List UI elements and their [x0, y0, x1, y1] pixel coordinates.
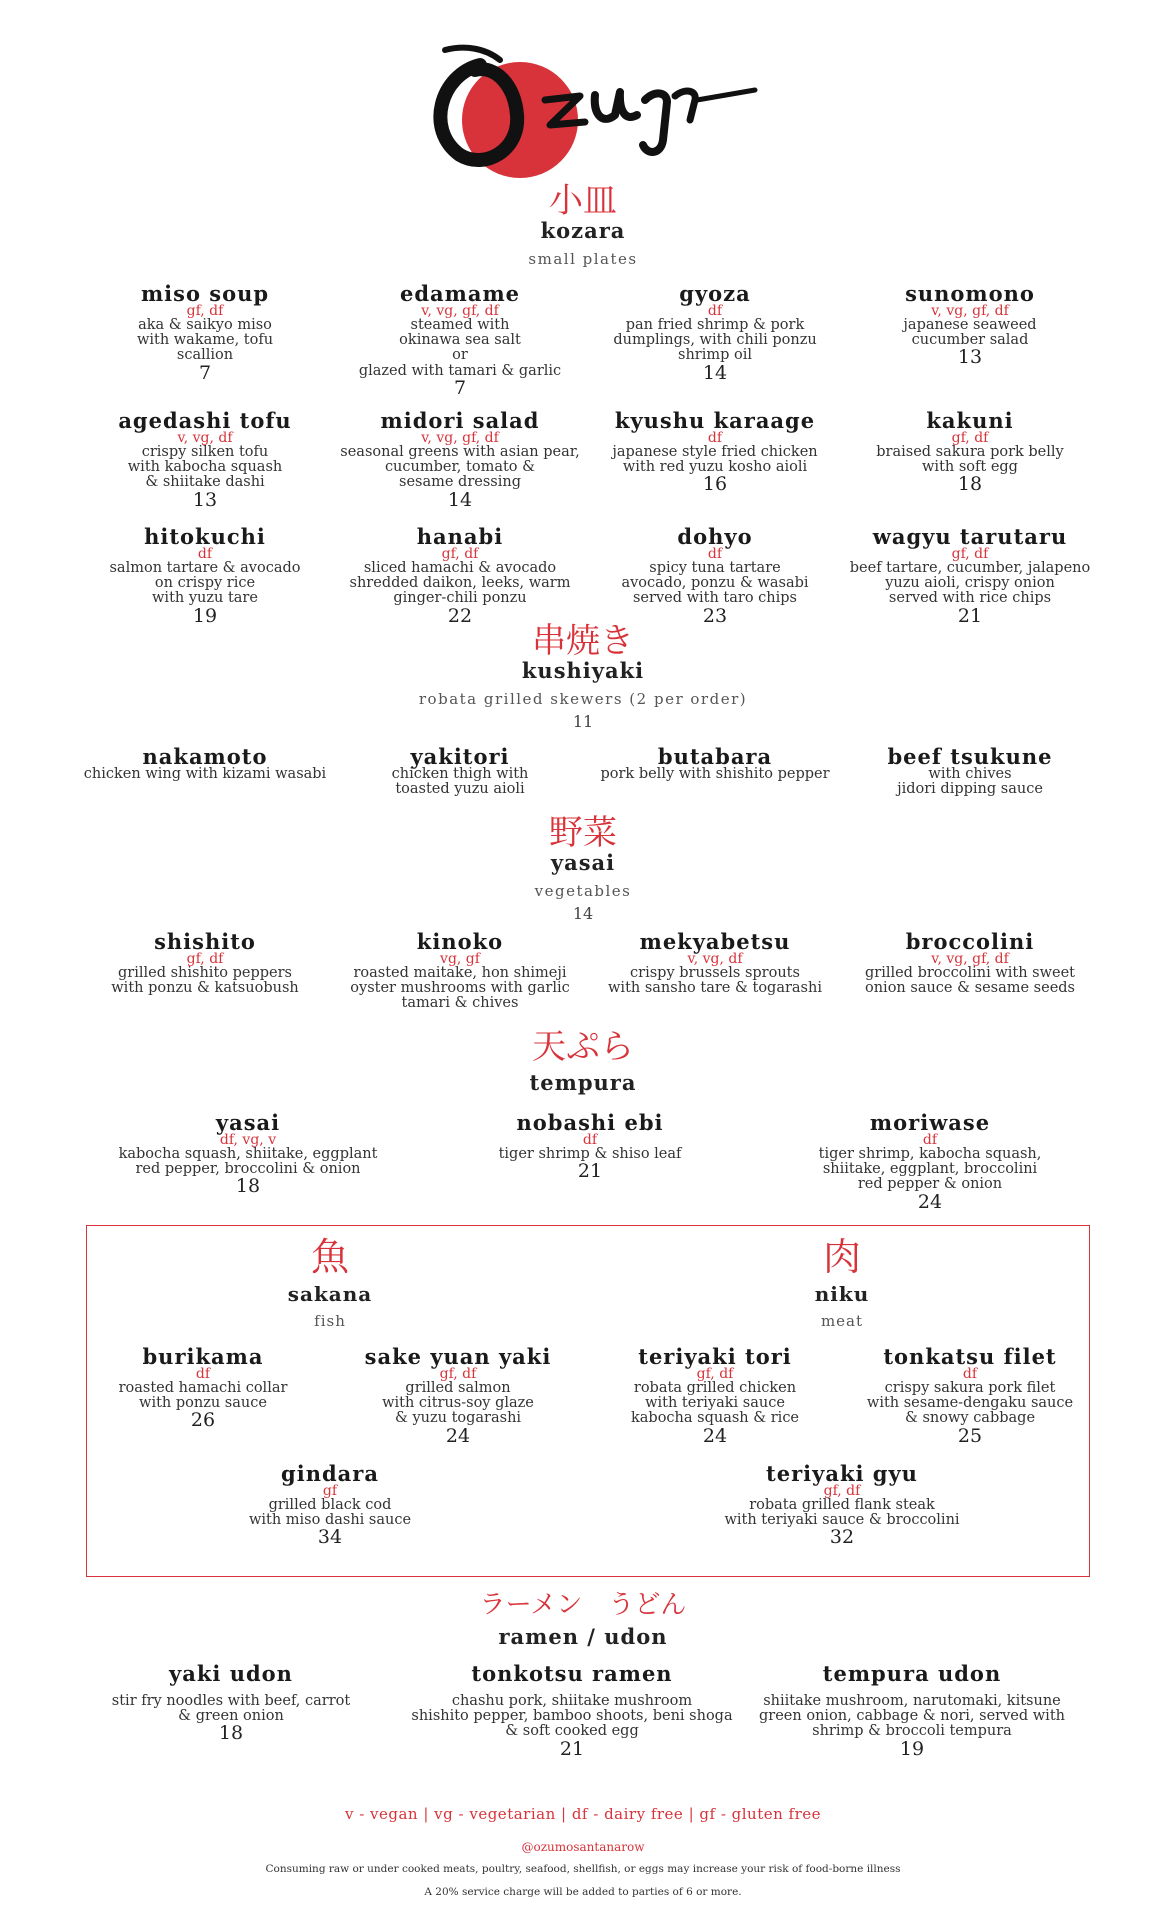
- menu-item: [903, 283, 1036, 367]
- menu-item-dietary-tags: gf, df: [696, 1366, 734, 1382]
- menu-item: [613, 283, 816, 383]
- sakana-subtitle: fish: [314, 1312, 346, 1330]
- menu-item-dietary-tags: gf, df: [439, 1366, 477, 1382]
- sakana-jp-title: 魚: [310, 1235, 349, 1279]
- menu-item-description-line: or: [452, 347, 468, 364]
- menu-item-description-line: shrimp & broccoli tempura: [812, 1723, 1012, 1740]
- menu-item-description-line: with miso dashi sauce: [248, 1512, 412, 1529]
- menu-item-description-line: cucumber, tomato &: [384, 459, 536, 476]
- menu-item-name: midori salad: [380, 408, 540, 433]
- menu-item-description-line: & yuzu togarashi: [394, 1410, 522, 1427]
- menu-item-name: tonkotsu ramen: [471, 1661, 673, 1686]
- menu-item-description-line: tamari & chives: [401, 995, 519, 1012]
- menu-item-dietary-tags: v, vg, df: [177, 430, 233, 446]
- menu-item-name: broccolini: [905, 929, 1035, 954]
- menu-item-description-line: grilled salmon: [405, 1380, 511, 1396]
- menu-item-description-line: roasted maitake, hon shimeji: [353, 965, 567, 981]
- menu-item: [109, 526, 300, 626]
- menu-item-description-line: crispy silken tofu: [141, 444, 269, 460]
- menu-item-description-line: toasted yuzu aioli: [395, 781, 525, 798]
- menu-item-description-line: ginger-chili ponzu: [393, 590, 527, 607]
- menu-item-dietary-tags: vg, gf: [440, 951, 480, 967]
- menu-item-price: 7: [198, 361, 212, 384]
- tempura-jp-title: 天ぷら: [532, 1027, 634, 1067]
- menu-item-dietary-tags: df: [707, 546, 723, 562]
- menu-item-price: 21: [577, 1160, 603, 1183]
- niku-subtitle: meat: [820, 1312, 864, 1330]
- menu-item: [867, 1346, 1073, 1446]
- menu-item-description-line: yuzu aioli, crispy onion: [885, 575, 1055, 592]
- menu-item: [119, 1346, 288, 1430]
- menu-item-description-line: chicken wing with kizami wasabi: [83, 766, 327, 782]
- ramen-jp-title: ラーメン うどん: [479, 1590, 687, 1620]
- menu-item-description-line: served with taro chips: [632, 590, 798, 607]
- menu-item-description-line: seasonal greens with asian pear,: [340, 444, 580, 460]
- menu-item-description-line: grilled broccolini with sweet: [864, 965, 1076, 981]
- menu-item-description-line: shredded daikon, leeks, warm: [349, 575, 571, 592]
- menu-item-dietary-tags: v, vg, gf, df: [421, 430, 499, 446]
- menu-item-description-line: onion sauce & sesame seeds: [864, 980, 1076, 997]
- menu-item-price: 18: [957, 473, 983, 496]
- menu-item-name: gyoza: [679, 281, 751, 306]
- menu-item-description-line: sliced hamachi & avocado: [363, 560, 557, 576]
- menu-item-description-line: with kabocha squash: [127, 459, 283, 476]
- menu-item: [612, 410, 817, 494]
- menu-item-description-line: robata grilled flank steak: [749, 1497, 935, 1513]
- menu-item-name: teriyaki gyu: [766, 1461, 918, 1486]
- menu-item-name: shishito: [154, 929, 256, 954]
- menu-item-description-line: red pepper, broccolini & onion: [135, 1161, 361, 1178]
- menu-item: [499, 1112, 682, 1181]
- menu-item-description-line: cucumber salad: [911, 332, 1029, 349]
- menu-item-name: tonkatsu filet: [883, 1344, 1057, 1369]
- sakana-title: sakana: [287, 1282, 373, 1306]
- menu-item-description-line: oyster mushrooms with garlic: [350, 980, 570, 997]
- menu-item-price: 18: [235, 1175, 261, 1198]
- menu-item-name: butabara: [657, 744, 773, 769]
- raw-food-warning: Consuming raw or under cooked meats, poultry, seafood, shellfish, or eggs may increase your risk of food-borne illness: [265, 1863, 901, 1875]
- menu-item-description-line: red pepper & onion: [857, 1176, 1003, 1193]
- menu-item-price: 14: [447, 488, 473, 511]
- menu-item-description-line: with yuzu tare: [152, 590, 258, 607]
- menu-item-price: 24: [917, 1190, 943, 1213]
- kushiyaki-jp-title: 串焼き: [532, 621, 634, 661]
- menu-item: [608, 931, 822, 996]
- menu-item-description-line: with sansho tare & togarashi: [608, 980, 822, 997]
- yasai-price: 14: [572, 904, 594, 923]
- menu-item-name: yaki udon: [169, 1661, 293, 1686]
- menu-item-description-line: with chives: [928, 766, 1012, 782]
- menu-item-description-line: tiger shrimp, kabocha squash,: [818, 1146, 1042, 1162]
- menu-item-description-line: tiger shrimp & shiso leaf: [498, 1146, 682, 1162]
- menu-item-description-line: scallion: [176, 347, 234, 364]
- menu-item-description-line: served with rice chips: [888, 590, 1052, 607]
- menu-item-dietary-tags: gf, df: [186, 951, 224, 967]
- kozara-title: kozara: [540, 218, 626, 243]
- menu-item-price: 26: [190, 1409, 216, 1432]
- menu-item: [392, 746, 529, 797]
- menu-item-description-line: crispy sakura pork filet: [884, 1380, 1056, 1396]
- menu-item-description-line: avocado, ponzu & wasabi: [621, 575, 809, 592]
- menu-item-name: teriyaki tori: [638, 1344, 792, 1369]
- niku-jp-title: 肉: [822, 1235, 861, 1279]
- yasai-title: yasai: [550, 850, 616, 875]
- menu-item-name: gindara: [281, 1461, 379, 1486]
- menu-item-name: dohyo: [677, 524, 753, 549]
- menu-item-name: kyushu karaage: [614, 408, 816, 433]
- menu-item: [359, 283, 561, 398]
- menu-item-dietary-tags: gf, df: [823, 1483, 861, 1499]
- menu-item: [137, 283, 273, 383]
- menu-item: [600, 746, 829, 782]
- menu-item-description-line: & shiitake dashi: [145, 474, 265, 491]
- ramen-title: ramen / udon: [498, 1624, 668, 1649]
- menu-item: [340, 410, 579, 510]
- yasai-subtitle: vegetables: [534, 882, 632, 900]
- menu-item-name: beef tsukune: [887, 744, 1053, 769]
- menu-item: [118, 410, 291, 510]
- menu-item-dietary-tags: v, vg, gf, df: [421, 303, 499, 319]
- menu-item: [112, 1663, 350, 1743]
- menu-item-description-line: & green onion: [178, 1708, 284, 1725]
- menu-item-name: moriwase: [869, 1110, 991, 1135]
- menu-item-description-line: dumplings, with chili ponzu: [613, 332, 817, 349]
- menu-item-dietary-tags: df: [582, 1132, 598, 1148]
- menu-item-description-line: sesame dressing: [399, 474, 521, 491]
- menu-item-description-line: japanese style fried chicken: [612, 444, 818, 460]
- menu-item-name: wagyu tarutaru: [872, 524, 1068, 549]
- menu-item: [724, 1463, 959, 1547]
- menu-item: [888, 746, 1053, 797]
- menu-item-price: 13: [957, 346, 983, 369]
- menu-item-price: 24: [445, 1424, 471, 1447]
- menu-item-name: yasai: [215, 1110, 281, 1135]
- menu-item: [819, 1112, 1042, 1212]
- menu-item-dietary-tags: gf, df: [951, 546, 989, 562]
- service-charge-note: A 20% service charge will be added to parties of 6 or more.: [424, 1886, 742, 1898]
- menu-item: [411, 1663, 732, 1759]
- menu-item-description-line: aka & saikyo miso: [138, 317, 272, 333]
- menu-item: [876, 410, 1063, 494]
- menu-item-price: 21: [957, 604, 983, 627]
- menu-item-description-line: okinawa sea salt: [399, 332, 521, 349]
- menu-item-description-line: glazed with tamari & garlic: [358, 362, 562, 379]
- menu-item: [350, 526, 571, 626]
- menu-item-description-line: japanese seaweed: [903, 317, 1037, 333]
- menu-item: [119, 1112, 378, 1196]
- menu-item-name: miso soup: [140, 281, 270, 306]
- menu-item: [631, 1346, 799, 1446]
- menu-item-description-line: on crispy rice: [154, 575, 256, 592]
- tempura-title: tempura: [529, 1070, 637, 1095]
- menu-item-price: 16: [702, 473, 728, 496]
- menu-item-price: 7: [453, 376, 467, 399]
- menu-item-description-line: steamed with: [410, 317, 510, 333]
- menu-item-description-line: with red yuzu kosho aioli: [622, 459, 808, 476]
- menu-item: [111, 931, 298, 996]
- menu-item-dietary-tags: v, vg, df: [687, 951, 743, 967]
- menu-item-name: sunomono: [905, 281, 1035, 306]
- kushiyaki-price: 11: [572, 712, 594, 731]
- menu-item-name: edamame: [399, 281, 521, 306]
- menu-item-dietary-tags: df: [197, 546, 213, 562]
- menu-item-name: burikama: [142, 1344, 264, 1369]
- menu-item-description-line: with wakame, tofu: [136, 332, 274, 349]
- menu-item-description-line: with teriyaki sauce & broccolini: [724, 1512, 960, 1529]
- menu-item-description-line: green onion, cabbage & nori, served with: [759, 1708, 1065, 1725]
- menu-item-name: nobashi ebi: [516, 1110, 664, 1135]
- menu-item-description-line: with citrus-soy glaze: [382, 1395, 534, 1412]
- menu-item-dietary-tags: df: [707, 430, 723, 446]
- kushiyaki-subtitle: robata grilled skewers (2 per order): [418, 690, 748, 708]
- kozara-jp-title: 小皿: [549, 181, 617, 221]
- menu-item-dietary-tags: df: [707, 303, 723, 319]
- menu-item-price: 23: [702, 604, 728, 627]
- menu-item-description-line: roasted hamachi collar: [118, 1380, 288, 1396]
- menu-item-name: yakitori: [410, 744, 510, 769]
- menu-item-name: kinoko: [416, 929, 504, 954]
- menu-item-name: tempura udon: [822, 1661, 1002, 1686]
- menu-item-description-line: salmon tartare & avocado: [109, 560, 301, 576]
- menu-item: [350, 931, 569, 1012]
- menu-item-price: 19: [192, 604, 218, 627]
- menu-item: [249, 1463, 411, 1547]
- menu-item-price: 22: [447, 604, 473, 627]
- dietary-legend: v - vegan | vg - vegetarian | df - dairy free | gf - gluten free: [344, 1805, 822, 1823]
- menu-item: [621, 526, 808, 626]
- menu-item-name: mekyabetsu: [639, 929, 791, 954]
- menu-item-description-line: pork belly with shishito pepper: [600, 766, 830, 782]
- menu-item-description-line: beef tartare, cucumber, jalapeno: [849, 560, 1091, 576]
- menu-item-price: 13: [192, 488, 218, 511]
- menu-item-dietary-tags: gf, df: [186, 303, 224, 319]
- menu-item-dietary-tags: v, vg, gf, df: [931, 303, 1009, 319]
- menu-item: [865, 931, 1075, 996]
- menu-item-description-line: grilled shishito peppers: [118, 965, 292, 981]
- menu-item-description-line: chicken thigh with: [391, 766, 529, 782]
- menu-item-price: 32: [829, 1526, 855, 1549]
- menu-item-description-line: with soft egg: [922, 459, 1018, 476]
- menu-item-description-line: with ponzu sauce: [139, 1395, 267, 1412]
- menu-item-dietary-tags: gf, df: [441, 546, 479, 562]
- menu-item-description-line: shiitake mushroom, narutomaki, kitsune: [763, 1693, 1061, 1709]
- menu-item-description-line: chashu pork, shiitake mushroom: [451, 1693, 693, 1709]
- menu-item-description-line: with sesame-dengaku sauce: [866, 1395, 1074, 1412]
- menu-item-price: 21: [559, 1737, 585, 1760]
- menu-item-name: agedashi tofu: [118, 408, 292, 433]
- menu-item-description-line: pan fried shrimp & pork: [625, 317, 805, 333]
- menu-item-description-line: braised sakura pork belly: [876, 444, 1064, 460]
- menu-item-dietary-tags: v, vg, gf, df: [931, 951, 1009, 967]
- menu-item-price: 14: [702, 361, 728, 384]
- menu-item-dietary-tags: df: [962, 1366, 978, 1382]
- menu-item-description-line: & soft cooked egg: [505, 1723, 639, 1740]
- menu-item: [759, 1663, 1065, 1759]
- menu-item-description-line: & snowy cabbage: [904, 1410, 1036, 1427]
- menu-item-description-line: with teriyaki sauce: [645, 1395, 785, 1412]
- menu-item: [850, 526, 1090, 626]
- menu-item-description-line: kabocha squash, shiitake, eggplant: [118, 1146, 378, 1162]
- yasai-jp-title: 野菜: [549, 813, 617, 853]
- menu-item-description-line: shishito pepper, bamboo shoots, beni shoga: [411, 1708, 733, 1725]
- menu-item-description-line: shrimp oil: [678, 347, 752, 364]
- menu-item-description-line: shiitake, eggplant, broccolini: [822, 1161, 1038, 1178]
- menu-item-description-line: kabocha squash & rice: [630, 1410, 800, 1427]
- menu-item-price: 18: [218, 1722, 244, 1745]
- instagram-handle[interactable]: @ozumosantanarow: [521, 1840, 645, 1854]
- niku-title: niku: [814, 1282, 870, 1306]
- kushiyaki-title: kushiyaki: [521, 658, 645, 683]
- menu-item: [84, 746, 326, 782]
- menu-item-price: 19: [899, 1737, 925, 1760]
- menu-item-description-line: jidori dipping sauce: [897, 781, 1043, 798]
- menu-item-dietary-tags: df, vg, v: [219, 1132, 277, 1148]
- menu-item: [365, 1346, 552, 1446]
- menu-item-description-line: with ponzu & katsuobush: [111, 980, 299, 997]
- menu-item-dietary-tags: df: [195, 1366, 211, 1382]
- menu-item-name: hanabi: [416, 524, 504, 549]
- menu-item-price: 25: [957, 1424, 983, 1447]
- menu-item-name: sake yuan yaki: [364, 1344, 552, 1369]
- menu-item-name: nakamoto: [142, 744, 268, 769]
- menu-item-price: 24: [702, 1424, 728, 1447]
- menu-item-dietary-tags: gf: [322, 1483, 338, 1499]
- menu-item-description-line: spicy tuna tartare: [649, 560, 781, 576]
- menu-item-description-line: crispy brussels sprouts: [630, 965, 800, 981]
- menu-item-price: 34: [317, 1526, 343, 1549]
- menu-item-description-line: robata grilled chicken: [633, 1380, 797, 1396]
- menu-item-description-line: stir fry noodles with beef, carrot: [111, 1693, 351, 1709]
- menu-item-description-line: grilled black cod: [268, 1497, 392, 1513]
- menu-item-dietary-tags: gf, df: [951, 430, 989, 446]
- menu-item-name: hitokuchi: [144, 524, 266, 549]
- kozara-subtitle: small plates: [528, 250, 638, 268]
- menu-item-dietary-tags: df: [922, 1132, 938, 1148]
- ozumo-logo: [405, 30, 765, 180]
- menu-item-name: kakuni: [926, 408, 1014, 433]
